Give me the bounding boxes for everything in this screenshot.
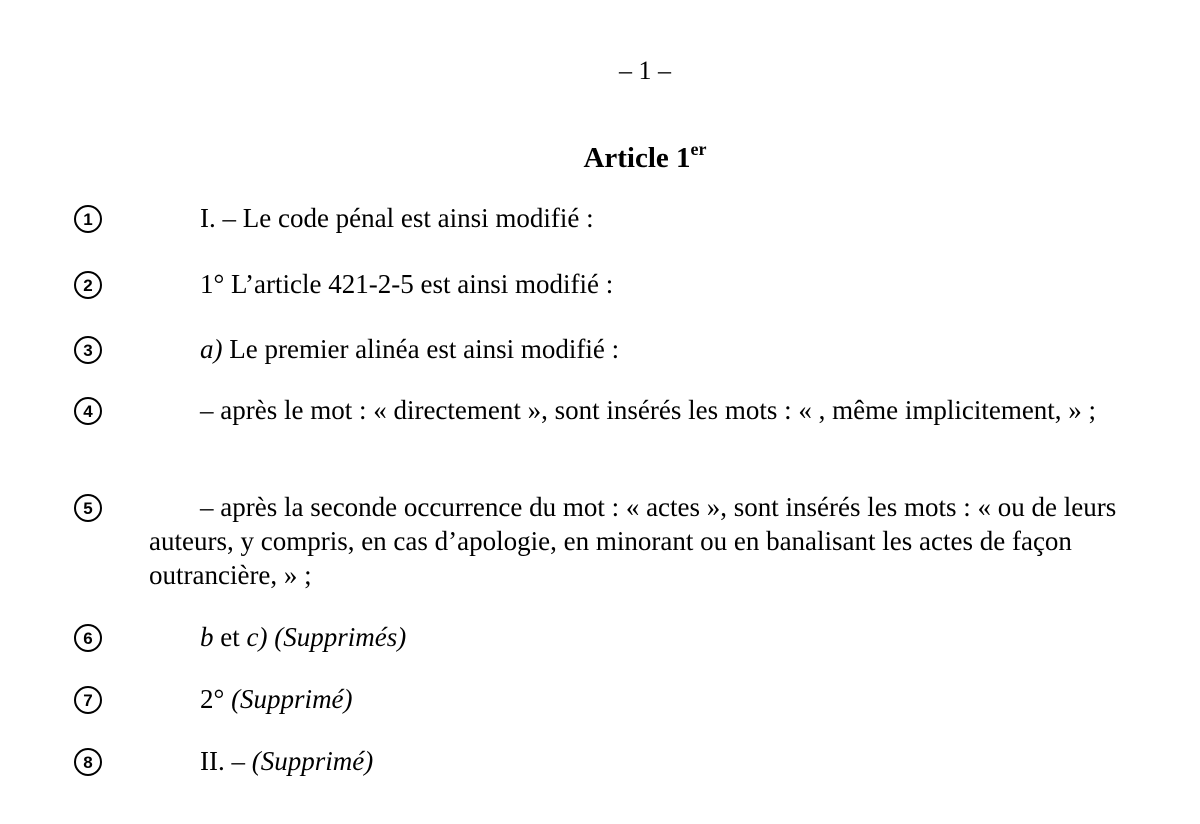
alinea-number-badge: 7 (74, 686, 102, 714)
alinea-number-badge: 5 (74, 494, 102, 522)
alinea-text: 1° L’article 421-2-5 est ainsi modifié : (200, 269, 614, 299)
alinea-text: – après le mot : « directement », sont insérés les mots : « , même implicitement, » ; (200, 395, 1097, 425)
alinea-number-badge: 1 (74, 205, 102, 233)
page-number: – 1 – (619, 56, 671, 85)
article-title-text: Article 1 (583, 142, 691, 174)
article-title-superscript: er (690, 139, 707, 159)
alinea-suppressed-note: c) (Supprimés) (246, 622, 407, 652)
alinea-suppressed-note: (Supprimé) (251, 746, 374, 776)
alinea-conjunction: et (213, 622, 247, 652)
alinea-number-badge: 8 (74, 748, 102, 776)
alinea-number-badge: 2 (74, 271, 102, 299)
article-title (0, 140, 1200, 176)
alinea-suppressed-note: (Supprimé) (231, 684, 353, 714)
alinea-number-badge: 3 (74, 336, 102, 364)
alinea-prefix: 2° (200, 684, 232, 714)
alinea-letter-b: b (200, 622, 214, 652)
alinea-number-badge: 6 (74, 624, 102, 652)
alinea-text-body: Le premier alinéa est ainsi modifié : (222, 334, 620, 364)
alinea-text: I. – Le code pénal est ainsi modifié : (200, 203, 594, 233)
alinea-prefix: II. – (200, 746, 252, 776)
alinea-text (149, 682, 1149, 716)
alinea-letter: a) (200, 334, 223, 364)
alinea-text (149, 620, 1149, 654)
alinea-text: – après la seconde occurrence du mot : « actes », sont insérés les mots : « ou de leurs auteurs, y compris, en cas d’apologie, en minorant ou en banalisant les actes de façon outrancière, » ; (149, 492, 1117, 590)
alinea-text (149, 744, 1149, 778)
alinea-text (149, 332, 1149, 366)
alinea-number-badge: 4 (74, 397, 102, 425)
